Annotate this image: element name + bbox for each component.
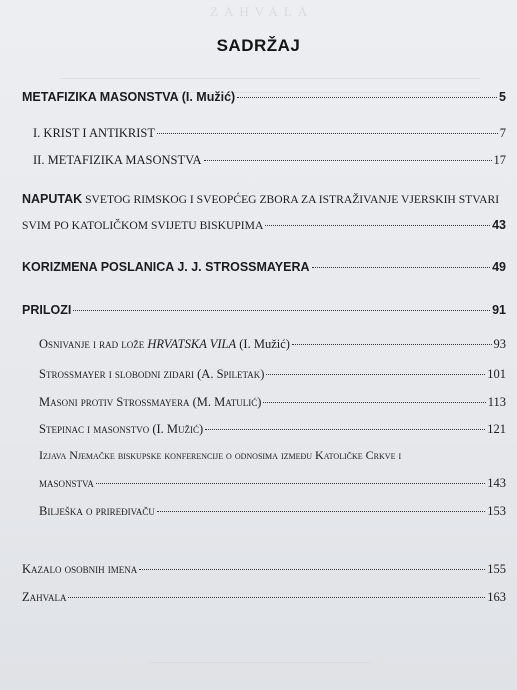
toc-entry-first-line: Izjava Njemačke biskupske konferencije o odnosima između Katoličke Crkve i xyxy=(39,448,402,462)
toc-entry xyxy=(39,395,506,410)
toc-entry-label-italic: HRVATSKA VILA xyxy=(147,337,237,351)
toc-page-number: 17 xyxy=(493,153,506,167)
toc-page-number: 155 xyxy=(487,562,506,576)
toc-entry xyxy=(22,260,506,274)
toc-entry-label xyxy=(39,337,290,352)
toc-entry xyxy=(33,153,506,168)
toc-page-number: 163 xyxy=(487,590,506,604)
toc-entry-first-line xyxy=(22,192,499,206)
toc-entry-label: Kazalo osobnih imena xyxy=(22,562,138,576)
dot-leader xyxy=(139,569,485,570)
toc-entry xyxy=(22,562,506,577)
toc-entry-label-start: Osnivanje i rad lože xyxy=(39,337,148,351)
toc-entry xyxy=(39,504,506,519)
toc-entry-label: Masoni protiv Strossmayera (M. Matulić) xyxy=(39,395,262,409)
dot-leader xyxy=(157,133,498,134)
dot-leader xyxy=(68,597,485,598)
toc-entry xyxy=(22,90,506,104)
toc-page-number: 143 xyxy=(487,476,506,490)
toc-entry xyxy=(33,126,506,141)
toc-entry-label: Zahvala xyxy=(22,590,67,604)
dot-leader xyxy=(263,402,485,403)
show-through-heading: ZAHVALA xyxy=(210,4,314,19)
toc-entry xyxy=(39,476,506,491)
toc-page-number: 49 xyxy=(492,260,506,274)
toc-entry-label: PRILOZI xyxy=(22,303,72,317)
toc-page-number: 93 xyxy=(493,337,506,351)
toc-entry-label-bold: NAPUTAK xyxy=(22,192,83,206)
dot-leader xyxy=(312,267,491,268)
dot-leader xyxy=(205,429,485,430)
show-through-line xyxy=(150,662,370,663)
toc-page-number: 121 xyxy=(487,422,506,436)
toc-entry xyxy=(22,218,506,232)
toc-entry-label: II. METAFIZIKA MASONSTVA xyxy=(33,153,202,167)
toc-entry xyxy=(39,337,506,352)
dot-leader xyxy=(73,310,490,311)
toc-entry xyxy=(22,590,506,605)
toc-entry-label: Stepinac i masonstvo (I. Mužić) xyxy=(39,422,204,436)
dot-leader xyxy=(204,160,492,161)
page-title: SADRŽAJ xyxy=(216,36,301,55)
toc-page-number: 153 xyxy=(487,504,506,518)
toc-page-number: 91 xyxy=(492,303,506,317)
toc-page-number: 5 xyxy=(499,90,506,104)
toc-entry-label: METAFIZIKA MASONSTVA (I. Mužić) xyxy=(22,90,236,104)
toc-entry-label: masonstva xyxy=(39,476,94,490)
toc-entry-label: SVIM PO KATOLIČKOM SVIJETU BISKUPIMA xyxy=(22,219,264,232)
toc-page-number: 43 xyxy=(492,218,506,232)
toc-page-number: 113 xyxy=(487,395,506,409)
dot-leader xyxy=(157,511,485,512)
toc-page-number: 101 xyxy=(487,367,506,381)
toc-entry-label: Strossmayer i slobodni zidari (A. Spiletak) xyxy=(39,367,265,381)
toc-entry-label: Bilješka o priređivaču xyxy=(39,504,155,518)
toc-entry xyxy=(39,422,506,437)
toc-entry xyxy=(39,367,506,382)
show-through-line xyxy=(60,78,480,79)
dot-leader xyxy=(292,344,492,345)
dot-leader xyxy=(96,483,485,484)
toc-entry-label: I. KRIST I ANTIKRIST xyxy=(33,126,155,140)
dot-leader xyxy=(237,97,497,98)
toc-entry-label: KORIZMENA POSLANICA J. J. STROSSMAYERA xyxy=(22,260,310,274)
toc-entry-label: SVETOG RIMSKOG I SVEOPĆEG ZBORA ZA ISTRAŽIVANJE VJERSKIH STVARI xyxy=(82,193,500,206)
toc-page-number: 7 xyxy=(499,126,506,140)
dot-leader xyxy=(266,374,485,375)
toc-entry xyxy=(22,303,506,317)
dot-leader xyxy=(265,225,490,226)
toc-entry-label-end: (I. Mužić) xyxy=(236,337,290,351)
